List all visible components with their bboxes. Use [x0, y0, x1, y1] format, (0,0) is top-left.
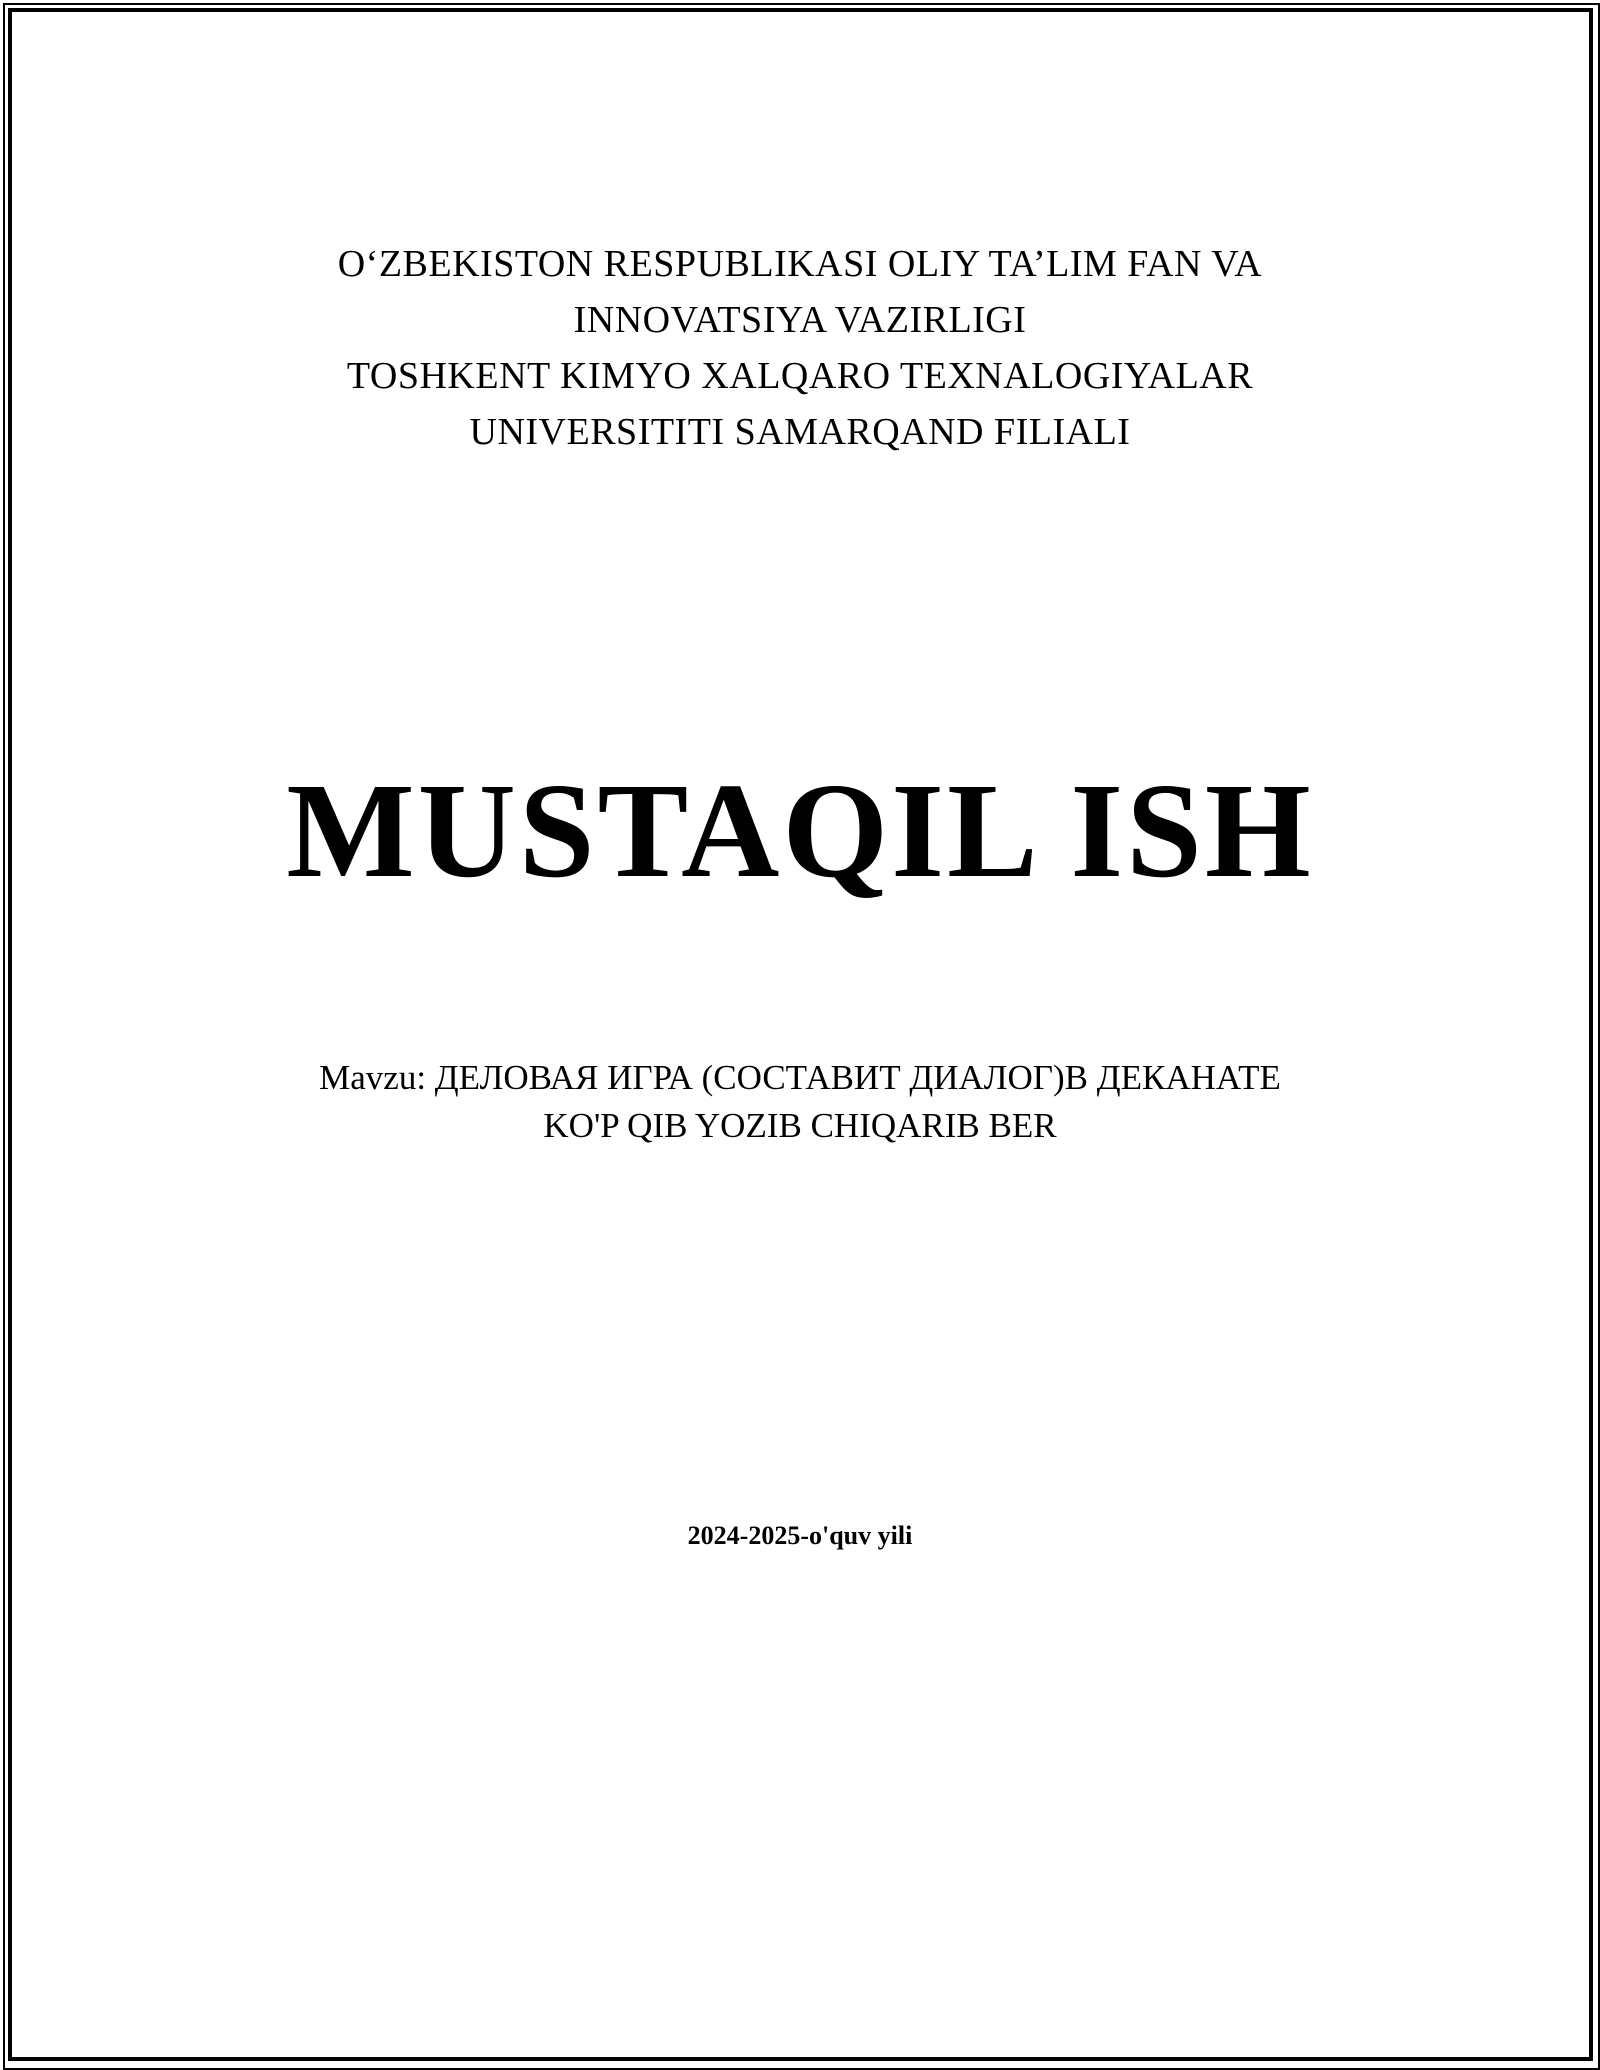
document-title: MUSTAQIL ISH [286, 756, 1314, 906]
ministry-header-line-3: TOSHKENT KIMYO XALQARO TEXNALOGIYALAR [346, 355, 1254, 397]
ministry-header-line-2: INNOVATSIYA VAZIRLIGI [573, 299, 1027, 341]
ministry-header [0, 236, 1600, 460]
ministry-header-line-4: UNIVERSITITI SAMARQAND FILIALI [469, 411, 1131, 453]
topic-line-1: Mavzu: ДЕЛОВАЯ ИГРА (СОСТАВИТ ДИАЛОГ)В ДЕКАНАТЕ [319, 1058, 1281, 1097]
ministry-header-line-1: O‘ZBEKISTON RESPUBLIKASI OLIY TA’LIM FAN VA [337, 243, 1263, 285]
topic-block [0, 1054, 1600, 1150]
topic-line-2: KO'P QIB YOZIB CHIQARIB BER [543, 1106, 1057, 1145]
academic-year: 2024-2025-o'quv yili [687, 1521, 913, 1550]
